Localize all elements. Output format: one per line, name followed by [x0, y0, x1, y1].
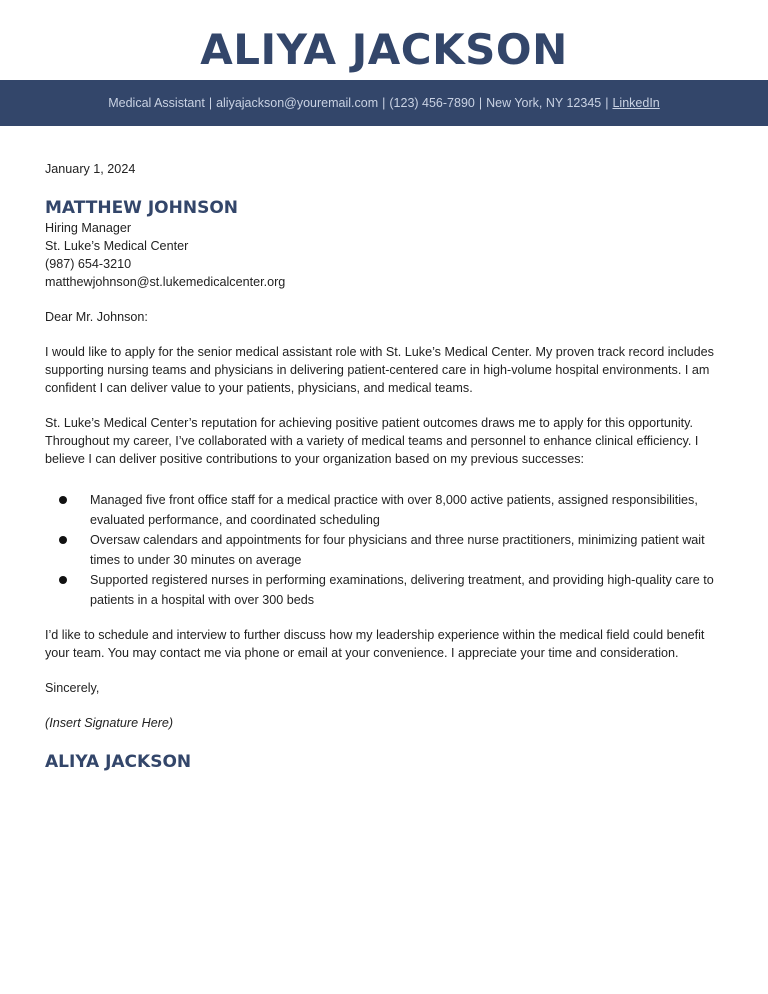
- contact-separator: |: [478, 96, 483, 110]
- contact-phone: (123) 456-7890: [389, 96, 475, 110]
- body-paragraph-2: St. Luke’s Medical Center’s reputation for achieving positive patient outcomes draws me to apply for this opportunity. Throughout my career, I’ve collaborated with a variety of medical teams and personnel to enhance clinical efficiency. I believe I can deliver positive contributions to your organization based on my previous successes:: [45, 416, 699, 466]
- contact-email: aliyajackson@youremail.com: [216, 96, 379, 110]
- contact-separator: |: [208, 96, 213, 110]
- letter-date: January 1, 2024: [45, 162, 136, 176]
- bullet-dot-icon: [59, 496, 67, 504]
- list-item: [45, 530, 730, 570]
- list-item-text: Managed five front office staff for a medical practice with over 8,000 active patients, assigned responsibilities, evaluated performance, and coordinated scheduling: [90, 493, 698, 527]
- recipient-phone: (987) 654-3210: [45, 257, 132, 271]
- bullet-dot-icon: [59, 576, 67, 584]
- contact-line: [0, 80, 768, 126]
- recipient-company: St. Luke’s Medical Center: [45, 239, 189, 253]
- body-paragraph-1: I would like to apply for the senior medical assistant role with St. Luke’s Medical Center. My proven track record includes supporting nursing teams and physicians in delivering patient-centered care in high-volume hospital environments. I am confident I can deliver value to your patients, physicians, and medical teams.: [45, 345, 714, 395]
- achievements-list: [45, 490, 730, 610]
- list-item-text: Supported registered nurses in performing examinations, delivering treatment, and providing high-quality care to patients in a hospital with over 300 beds: [90, 573, 714, 607]
- contact-role: Medical Assistant: [108, 96, 205, 110]
- recipient-title: Hiring Manager: [45, 221, 132, 235]
- list-item-text: Oversaw calendars and appointments for four physicians and three nurse practitioners, minimizing patient wait times to under 30 minutes on average: [90, 533, 705, 567]
- list-item: [45, 570, 730, 610]
- contact-separator: |: [382, 96, 386, 110]
- salutation: Dear Mr. Johnson:: [45, 310, 148, 324]
- recipient-email: matthewjohnson@st.lukemedicalcenter.org: [45, 275, 286, 289]
- contact-separator: |: [605, 96, 609, 110]
- list-item: [45, 490, 730, 530]
- recipient-block: [45, 219, 730, 291]
- closing-paragraph: I’d like to schedule and interview to further discuss how my leadership experience within the medical field could benefit your team. You may contact me via phone or email at your convenience. I appreciate your time and consideration.: [45, 628, 705, 660]
- signature-placeholder: (Insert Signature Here): [45, 716, 174, 730]
- recipient-name: MATTHEW JOHNSON: [45, 198, 239, 218]
- sign-off: Sincerely,: [45, 681, 100, 695]
- letter-body: [45, 160, 730, 773]
- contact-location: New York, NY 12345: [486, 96, 602, 110]
- linkedin-link[interactable]: LinkedIn: [612, 96, 660, 110]
- signer-name: ALIYA JACKSON: [45, 752, 192, 772]
- applicant-name-title: ALIYA JACKSON: [200, 25, 568, 74]
- bullet-dot-icon: [59, 536, 67, 544]
